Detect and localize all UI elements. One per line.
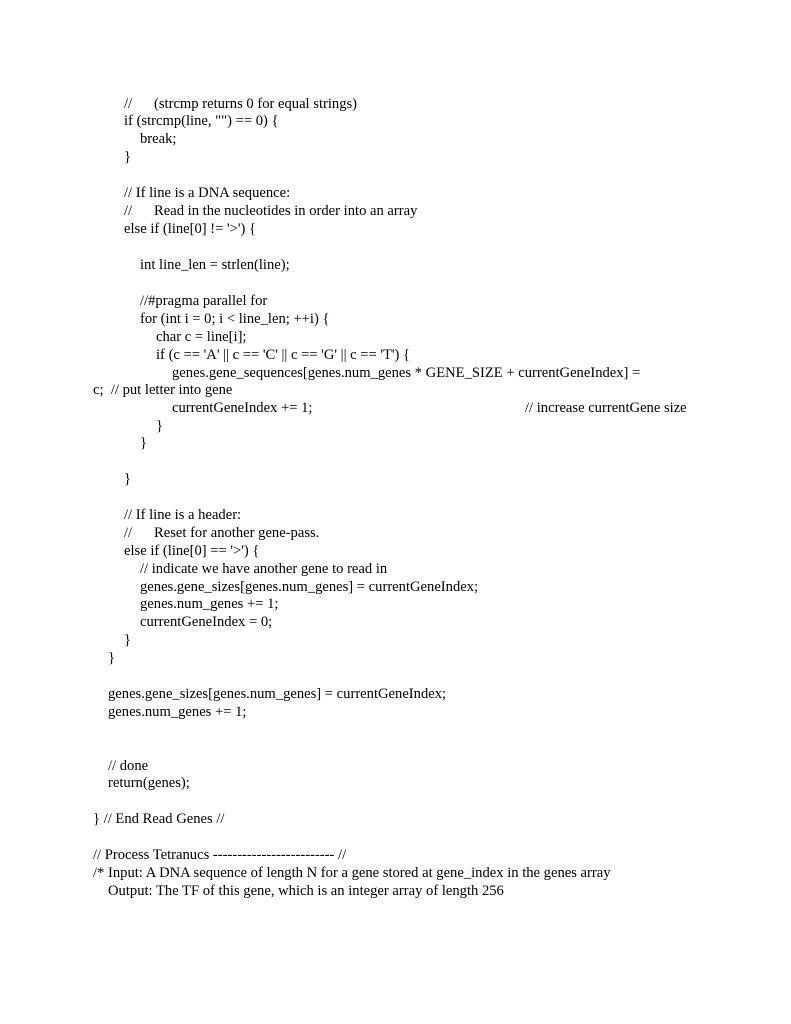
code-line: char c = line[i]; bbox=[156, 329, 247, 345]
code-line: } // End Read Genes // bbox=[93, 811, 225, 827]
code-line: /* Input: A DNA sequence of length N for a gene stored at gene_index in the genes array bbox=[93, 865, 611, 881]
code-line: if (c == 'A' || c == 'C' || c == 'G' || c == 'T') { bbox=[156, 347, 411, 363]
code-line: int line_len = strlen(line); bbox=[140, 257, 290, 273]
code-line: Output: The TF of this gene, which is an integer array of length 256 bbox=[108, 883, 504, 899]
code-line: else if (line[0] == '>') { bbox=[124, 543, 260, 559]
code-line: // Reset for another gene-pass. bbox=[124, 525, 320, 541]
code-line: // If line is a header: bbox=[124, 507, 242, 523]
code-line: } bbox=[124, 149, 132, 165]
code-line: currentGeneIndex = 0; bbox=[140, 614, 273, 630]
code-line: return(genes); bbox=[108, 775, 190, 791]
code-line: } bbox=[124, 471, 132, 487]
code-line: genes.num_genes += 1; bbox=[108, 704, 247, 720]
code-line: genes.gene_sizes[genes.num_genes] = currentGeneIndex; bbox=[140, 579, 479, 595]
code-line: // increase currentGene size bbox=[525, 400, 687, 416]
code-line: // Process Tetranucs ------------------------- // bbox=[93, 847, 347, 863]
code-line: //#pragma parallel for bbox=[140, 293, 268, 309]
code-line: currentGeneIndex += 1; bbox=[172, 400, 313, 416]
code-line: else if (line[0] != '>') { bbox=[124, 221, 257, 237]
code-line: } bbox=[156, 418, 164, 434]
code-line: // If line is a DNA sequence: bbox=[124, 185, 291, 201]
code-line: genes.num_genes += 1; bbox=[140, 596, 279, 612]
code-line: } bbox=[124, 632, 132, 648]
code-line: // indicate we have another gene to read in bbox=[140, 561, 388, 577]
code-line: break; bbox=[140, 131, 177, 147]
code-line: // Read in the nucleotides in order into an array bbox=[124, 203, 418, 219]
code-line: // (strcmp returns 0 for equal strings) bbox=[124, 96, 358, 112]
code-line: genes.gene_sequences[genes.num_genes * GENE_SIZE + currentGeneIndex] = bbox=[172, 365, 641, 381]
code-line: } bbox=[140, 435, 148, 451]
code-line: c; // put letter into gene bbox=[93, 382, 233, 398]
code-line: // done bbox=[108, 758, 149, 774]
code-line: } bbox=[108, 650, 116, 666]
code-line: if (strcmp(line, "") == 0) { bbox=[124, 113, 279, 129]
code-line: for (int i = 0; i < line_len; ++i) { bbox=[140, 311, 330, 327]
code-line: genes.gene_sizes[genes.num_genes] = currentGeneIndex; bbox=[108, 686, 447, 702]
